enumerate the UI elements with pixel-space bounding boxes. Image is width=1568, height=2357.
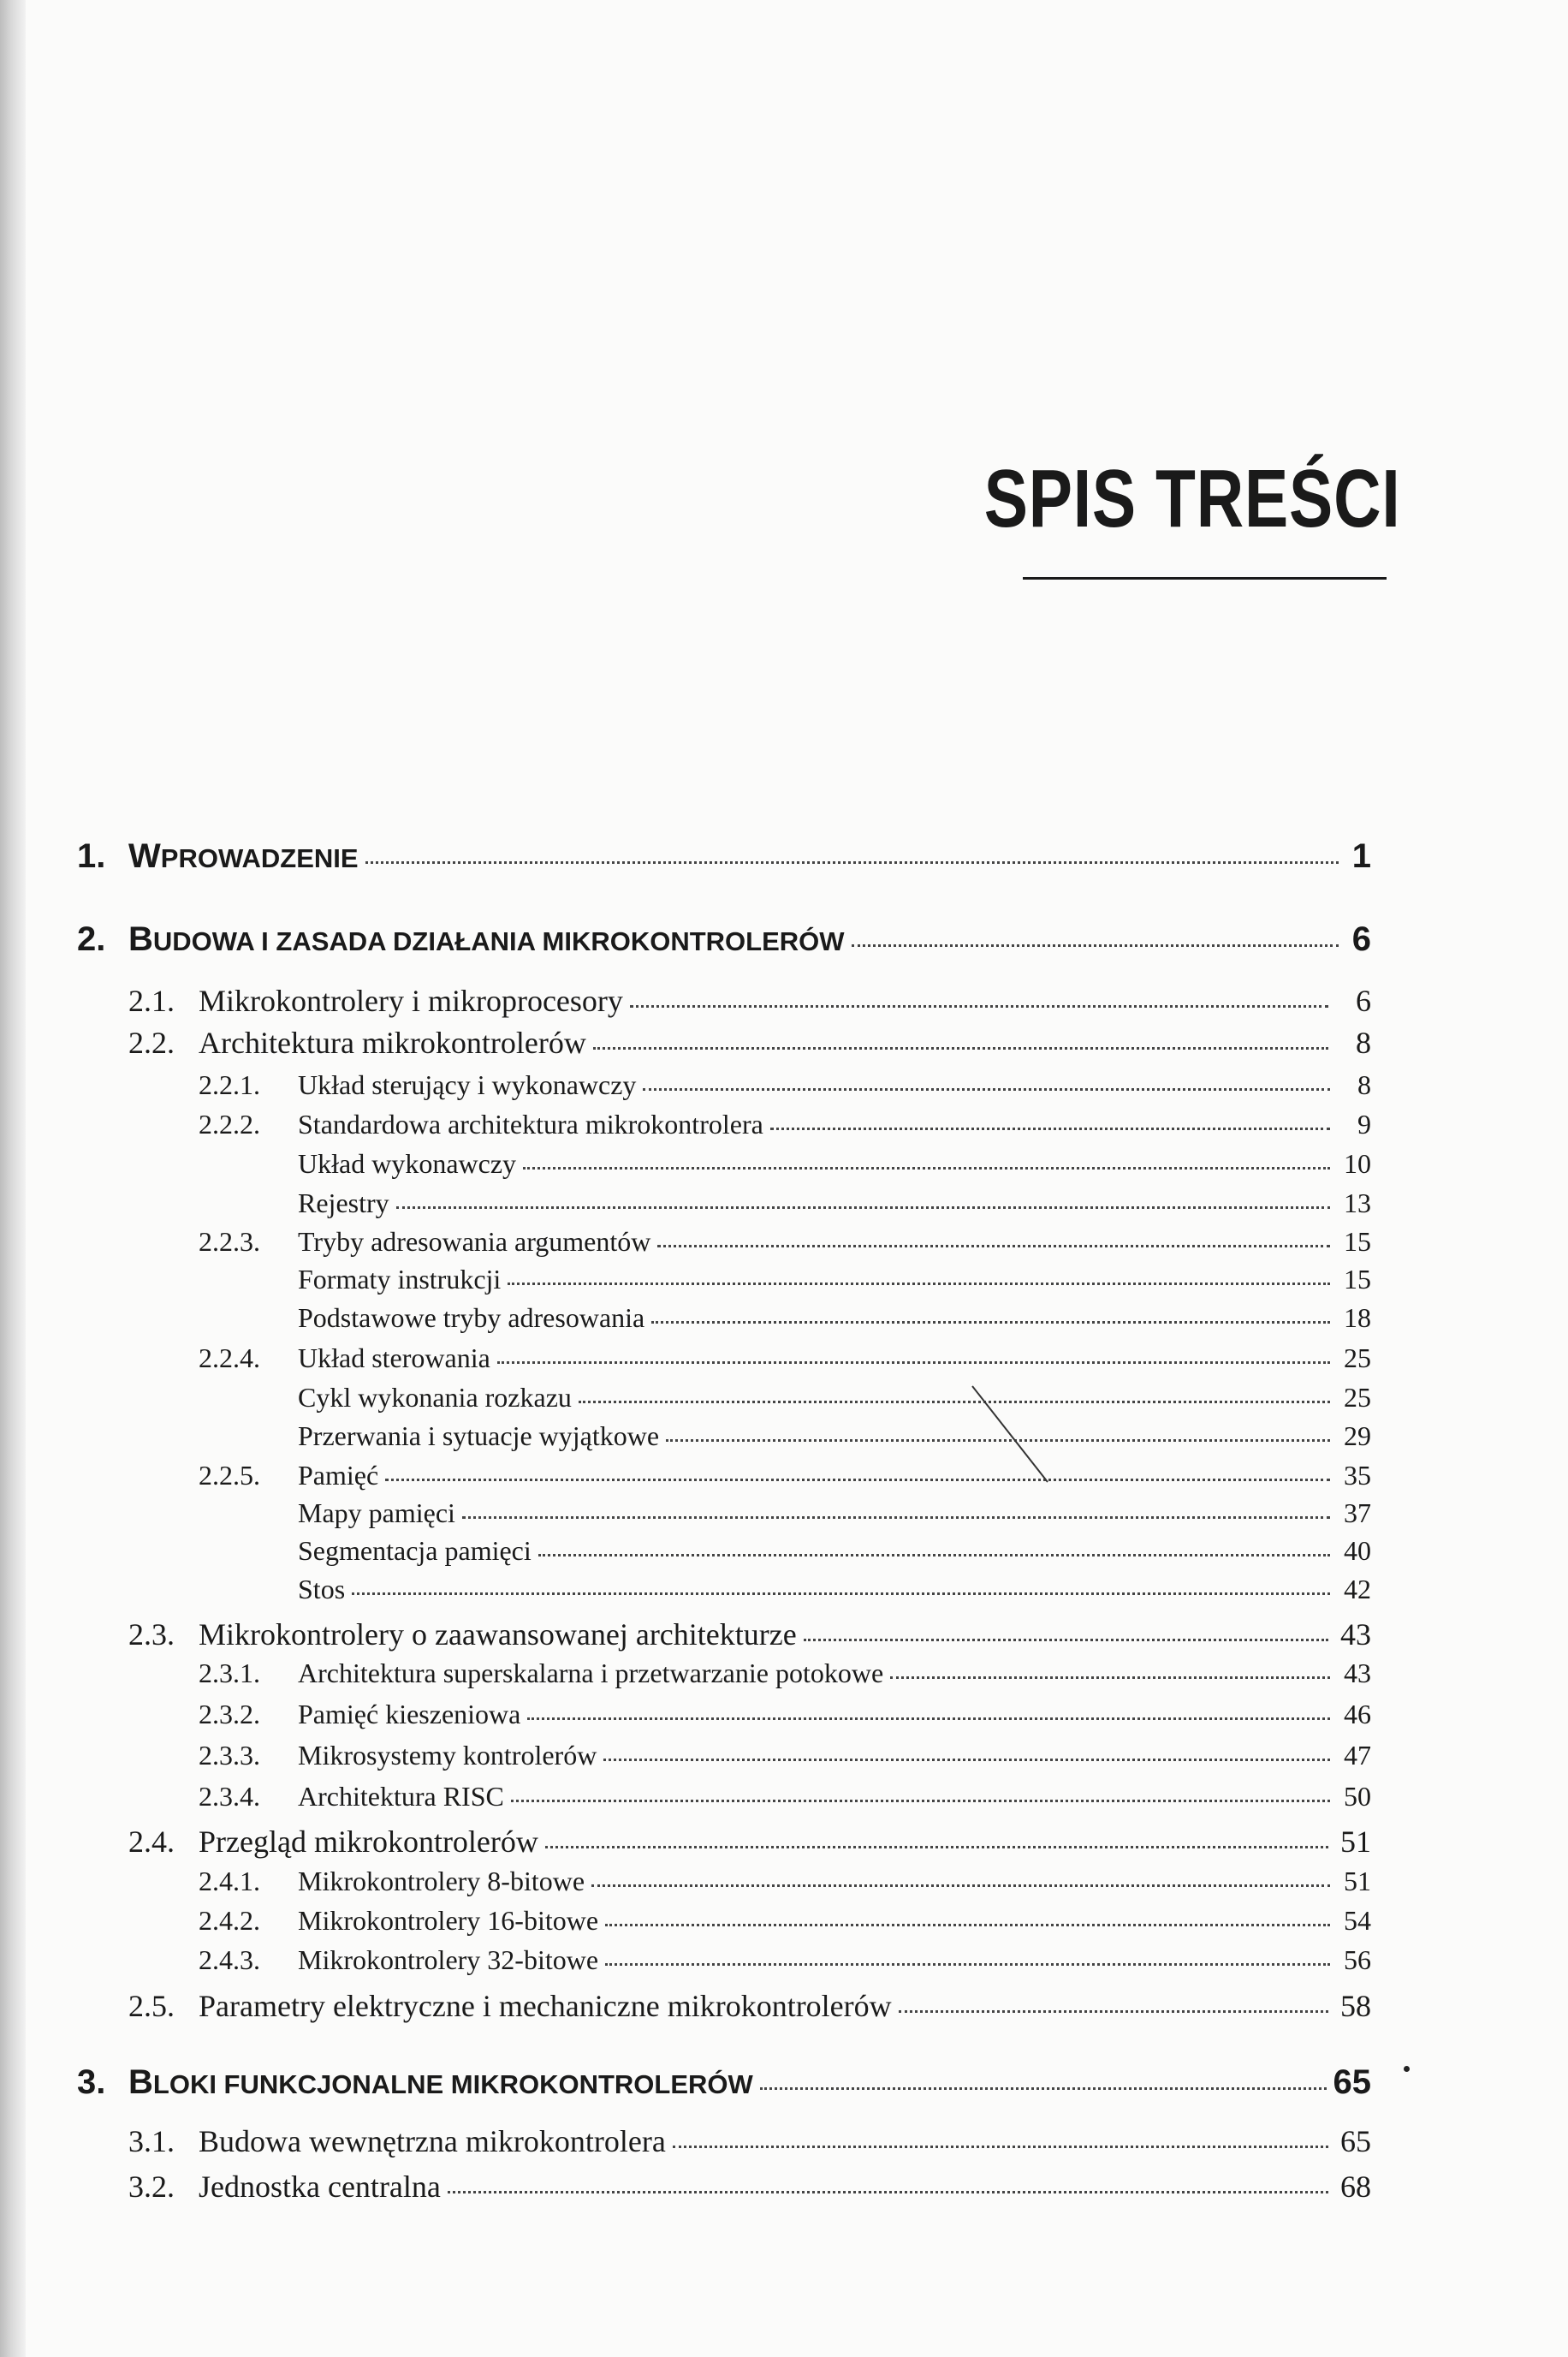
- toc-entry-number: 2.2.5.: [199, 1460, 260, 1491]
- toc-chapter: [77, 920, 1371, 959]
- toc-page-number: 65: [1340, 2124, 1371, 2158]
- toc-page-number: 13: [1344, 1187, 1371, 1218]
- toc-entry-number: 2.4.3.: [199, 1944, 260, 1975]
- toc-dot-leader: [396, 1206, 1330, 1209]
- toc-topic: [298, 1574, 1371, 1605]
- toc-entry-number: 2.2.1.: [199, 1069, 260, 1100]
- toc-entry-title: Architektura superskalarna i przetwarzanie potokowe: [298, 1658, 884, 1688]
- toc-page-number: 65: [1333, 2063, 1371, 2101]
- toc-dot-leader: [899, 2010, 1328, 2013]
- toc-entry-number: 3.1.: [128, 2124, 175, 2158]
- toc-subsection: [199, 1866, 1371, 1897]
- toc-entry-number: 2.3.: [128, 1617, 175, 1652]
- toc-page-number: 43: [1340, 1617, 1371, 1652]
- toc-entry-title: Mikrosystemy kontrolerów: [298, 1740, 597, 1771]
- toc-dot-leader: [593, 1047, 1328, 1050]
- toc-dot-leader: [352, 1592, 1330, 1595]
- toc-dot-leader: [603, 1759, 1330, 1761]
- toc-entry-title-initial: W: [128, 837, 161, 875]
- toc-entry-title: Budowa wewnętrzna mikrokontrolera: [199, 2124, 666, 2158]
- toc-subsection: [199, 1460, 1371, 1491]
- toc-entry-title: [128, 2063, 753, 2102]
- toc-entry-title: [128, 837, 359, 876]
- toc-subsection: [199, 1658, 1371, 1689]
- toc-topic: [298, 1382, 1371, 1414]
- toc-dot-leader: [508, 1283, 1330, 1285]
- toc-topic: [298, 1497, 1371, 1529]
- toc-topic: [298, 1148, 1371, 1180]
- toc-entry-number: 2.3.2.: [199, 1699, 260, 1729]
- toc-section: [128, 1824, 1371, 1860]
- toc-page-number: 25: [1344, 1342, 1371, 1373]
- toc-entry-title-rest: UDOWA I ZASADA DZIAŁANIA MIKROKONTROLERÓW: [152, 926, 845, 956]
- toc-page-number: 43: [1344, 1658, 1371, 1688]
- toc-entry-title-rest: LOKI FUNKCJONALNE MIKROKONTROLERÓW: [152, 2069, 753, 2099]
- toc-entry-number: 3.2.: [128, 2170, 175, 2204]
- toc-entry-title: Stos: [298, 1574, 346, 1604]
- toc-dot-leader: [523, 1167, 1330, 1170]
- toc-page-number: 68: [1340, 2170, 1371, 2204]
- toc-page-number: 9: [1357, 1109, 1371, 1140]
- toc-page-number: 37: [1344, 1497, 1371, 1528]
- toc-entry-number: 2.5.: [128, 1989, 175, 2023]
- toc-entry-title: Segmentacja pamięci: [298, 1535, 532, 1566]
- toc-page-number: 50: [1344, 1781, 1371, 1812]
- toc-entry-title: Tryby adresowania argumentów: [298, 1226, 651, 1257]
- toc-page-number: 15: [1344, 1226, 1371, 1257]
- toc-entry-title: [128, 920, 845, 959]
- toc-dot-leader: [643, 1088, 1330, 1091]
- toc-section: [128, 983, 1371, 1019]
- page-title-text: SPIS TREŚCI: [983, 453, 1400, 545]
- toc-subsection: [199, 1069, 1371, 1101]
- toc-dot-leader: [365, 861, 1339, 864]
- toc-entry-title: Układ wykonawczy: [298, 1148, 517, 1179]
- toc-entry-number: 3.: [77, 2063, 106, 2101]
- toc-entry-title: Mikrokontrolery o zaawansowanej architekturze: [199, 1617, 797, 1652]
- toc-dot-leader: [448, 2191, 1328, 2193]
- toc-entry-title: Mikrokontrolery 32-bitowe: [298, 1944, 599, 1975]
- toc-subsection: [199, 1781, 1371, 1812]
- toc-dot-leader: [511, 1800, 1330, 1802]
- toc-dot-leader: [770, 1128, 1330, 1130]
- toc-page-number: 47: [1344, 1740, 1371, 1771]
- toc-chapter: [77, 837, 1371, 876]
- toc-page-number: 8: [1357, 1069, 1371, 1100]
- pen-stroke-mark: [967, 1383, 1053, 1485]
- toc-dot-leader: [462, 1516, 1330, 1519]
- toc-page-number: 46: [1344, 1699, 1371, 1729]
- toc-topic: [298, 1302, 1371, 1334]
- stray-dot-mark: [1404, 2066, 1410, 2072]
- toc-dot-leader: [385, 1479, 1330, 1481]
- toc-page-number: 58: [1340, 1989, 1371, 2023]
- toc-entry-title: Standardowa architektura mikrokontrolera: [298, 1109, 763, 1140]
- toc-page-number: 42: [1344, 1574, 1371, 1604]
- toc-dot-leader: [651, 1321, 1330, 1324]
- toc-entry-title: Mikrokontrolery 8-bitowe: [298, 1866, 585, 1896]
- toc-entry-title: Formaty instrukcji: [298, 1264, 502, 1295]
- toc-entry-number: 2.2.: [128, 1026, 175, 1060]
- toc-dot-leader: [527, 1717, 1330, 1720]
- toc-entry-number: 2.2.4.: [199, 1342, 260, 1373]
- toc-dot-leader: [890, 1676, 1330, 1679]
- toc-section: [128, 1025, 1371, 1061]
- toc-entry-title: Układ sterowania: [298, 1342, 490, 1373]
- toc-dot-leader: [804, 1639, 1328, 1641]
- toc-entry-title-initial: B: [128, 920, 153, 958]
- toc-page-number: 51: [1340, 1824, 1371, 1859]
- toc-entry-title: Przerwania i sytuacje wyjątkowe: [298, 1420, 660, 1451]
- toc-entry-title: Mapy pamięci: [298, 1497, 455, 1528]
- toc-page-number: 56: [1344, 1944, 1371, 1975]
- toc-page-number: 6: [1351, 920, 1371, 958]
- toc-entry-title: Architektura RISC: [298, 1781, 504, 1812]
- toc-section: [128, 2169, 1371, 2205]
- toc-entry-title: Mikrokontrolery i mikroprocesory: [199, 984, 623, 1018]
- toc-entry-title: Pamięć: [298, 1460, 379, 1491]
- toc-entry-number: 2.: [77, 920, 106, 958]
- toc-entry-title-rest: PROWADZENIE: [160, 843, 359, 873]
- toc-page-number: 10: [1344, 1148, 1371, 1179]
- toc-dot-leader: [673, 2146, 1328, 2148]
- toc-subsection: [199, 1226, 1371, 1258]
- toc-entry-number: 2.4.1.: [199, 1866, 260, 1896]
- toc-entry-number: 1.: [77, 837, 106, 875]
- toc-section: [128, 2123, 1371, 2159]
- toc-page-number: 8: [1356, 1026, 1371, 1060]
- toc-section: [128, 1616, 1371, 1652]
- toc-subsection: [199, 1109, 1371, 1140]
- toc-dot-leader: [538, 1554, 1330, 1556]
- toc-page-number: 35: [1344, 1460, 1371, 1491]
- toc-entry-title: Rejestry: [298, 1187, 389, 1218]
- toc-section: [128, 1988, 1371, 2024]
- toc-dot-leader: [579, 1401, 1330, 1403]
- toc-subsection: [199, 1944, 1371, 1976]
- toc-subsection: [199, 1342, 1371, 1374]
- toc-page-number: 54: [1344, 1905, 1371, 1936]
- toc-dot-leader: [760, 2087, 1327, 2090]
- toc-dot-leader: [605, 1924, 1330, 1926]
- toc-page-number: 1: [1351, 837, 1371, 875]
- toc-dot-leader: [630, 1005, 1328, 1008]
- toc-entry-title: Pamięć kieszeniowa: [298, 1699, 521, 1729]
- toc-entry-number: 2.4.2.: [199, 1905, 260, 1936]
- toc-entry-number: 2.3.4.: [199, 1781, 260, 1812]
- toc-subsection: [199, 1740, 1371, 1771]
- toc-entry-title: Podstawowe tryby adresowania: [298, 1302, 645, 1333]
- toc-entry-title: Jednostka centralna: [199, 2170, 441, 2204]
- toc-page-number: 29: [1344, 1420, 1371, 1451]
- toc-topic: [298, 1420, 1371, 1452]
- toc-entry-number: 2.3.3.: [199, 1740, 260, 1771]
- toc-dot-leader: [545, 1846, 1328, 1848]
- toc-dot-leader: [497, 1361, 1330, 1364]
- toc-entry-number: 2.2.2.: [199, 1109, 260, 1140]
- toc-entry-number: 2.1.: [128, 984, 175, 1018]
- toc-page-number: 18: [1344, 1302, 1371, 1333]
- toc-entry-title: Cykl wykonania rozkazu: [298, 1382, 572, 1413]
- toc-chapter: [77, 2063, 1371, 2102]
- toc-page-number: 40: [1344, 1535, 1371, 1566]
- toc-entry-number: 2.3.1.: [199, 1658, 260, 1688]
- toc-topic: [298, 1187, 1371, 1219]
- toc-entry-title: Mikrokontrolery 16-bitowe: [298, 1905, 599, 1936]
- toc-subsection: [199, 1699, 1371, 1730]
- toc-entry-title: Układ sterujący i wykonawczy: [298, 1069, 637, 1100]
- toc-page-number: 25: [1344, 1382, 1371, 1413]
- toc-topic: [298, 1264, 1371, 1295]
- toc-dot-leader: [657, 1245, 1330, 1247]
- toc-entry-title: Architektura mikrokontrolerów: [199, 1026, 586, 1060]
- toc-page-number: 51: [1344, 1866, 1371, 1896]
- toc-entry-title: Parametry elektryczne i mechaniczne mikrokontrolerów: [199, 1989, 892, 2023]
- toc-page-number: 15: [1344, 1264, 1371, 1295]
- toc-entry-title-initial: B: [128, 2063, 153, 2101]
- toc-subsection: [199, 1905, 1371, 1937]
- toc-topic: [298, 1535, 1371, 1567]
- toc-entry-number: 2.2.3.: [199, 1226, 260, 1257]
- toc-dot-leader: [591, 1884, 1330, 1887]
- toc-entry-title: Przegląd mikrokontrolerów: [199, 1824, 538, 1859]
- toc-dot-leader: [852, 944, 1339, 947]
- toc-page-number: 6: [1356, 984, 1371, 1018]
- toc-entry-number: 2.4.: [128, 1824, 175, 1859]
- toc-dot-leader: [605, 1963, 1330, 1966]
